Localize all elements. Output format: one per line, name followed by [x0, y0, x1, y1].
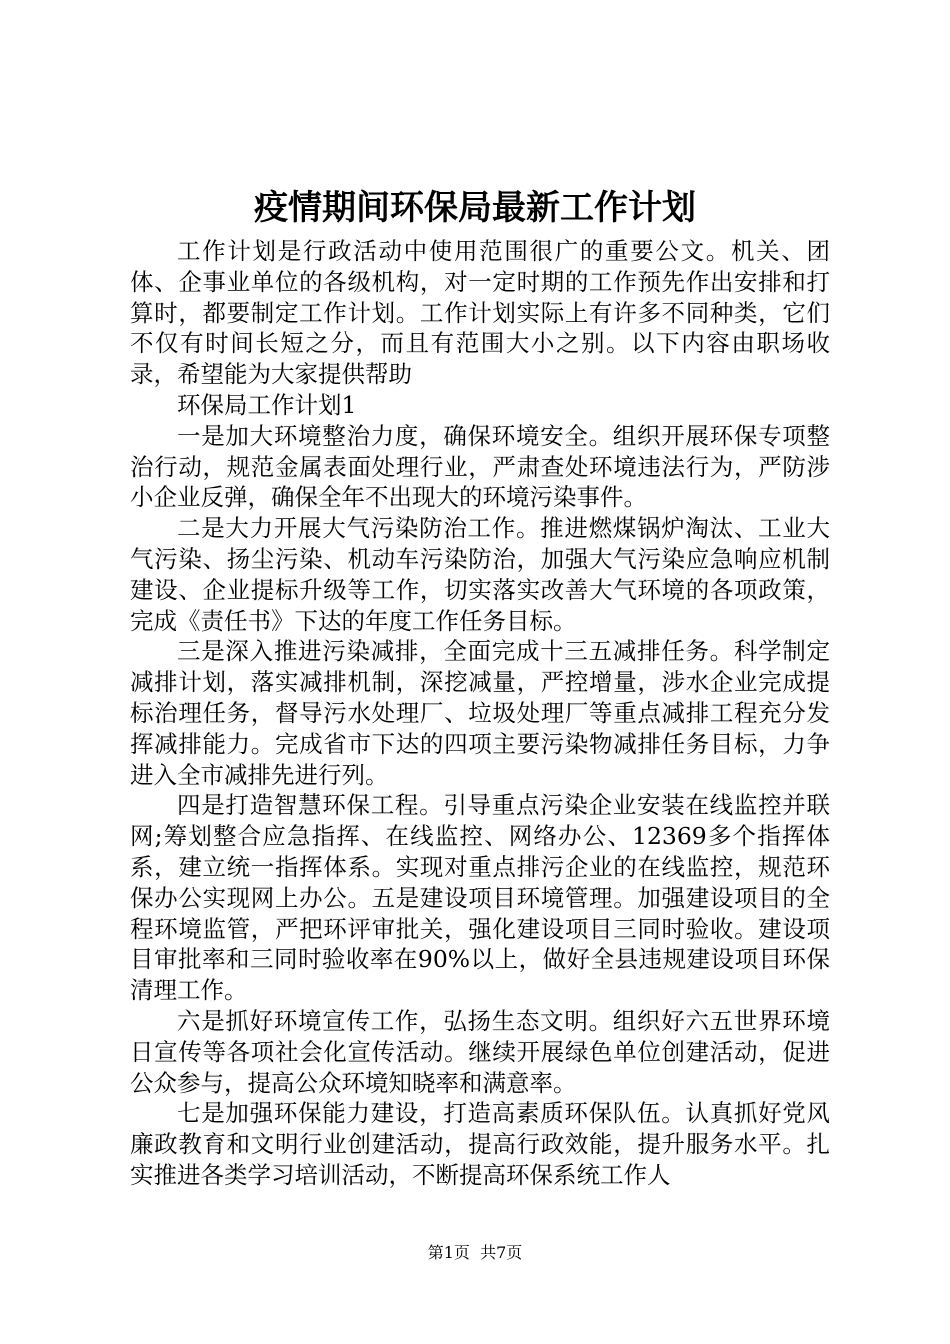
section-heading: 环保局工作计划1: [177, 390, 357, 419]
page-total: 共7页: [480, 1243, 523, 1262]
page-number: 第1页: [427, 1243, 470, 1262]
paragraph-item-6: 六是抓好环境宣传工作，弘扬生态文明。组织好六五世界环境日宣传等各项社会化宣传活动。继续开展绿色单位创建活动，促进公众参与，提高公众环境知晓率和满意率。: [130, 1006, 830, 1097]
paragraph-item-4: 四是打造智慧环保工程。引导重点污染企业安装在线监控并联网;筹划整合应急指挥、在线监控、网络办公、12369多个指挥体系，建立统一指挥体系。实现对重点排污企业的在线监控，规范环保办公实现网上办公。五是建设项目环境管理。加强建设项目的全程环境监管，严把环评审批关，强化建设项目三同时验收。建设项目审批率和三同时验收率在90%以上，做好全县违规建设项目环保清理工作。: [130, 791, 830, 1005]
paragraph-intro: 工作计划是行政活动中使用范围很广的重要公文。机关、团体、企事业单位的各级机构，对一定时期的工作预先作出安排和打算时，都要制定工作计划。工作计划实际上有许多不同种类，它们不仅有时间长短之分，而且有范围大小之别。以下内容由职场收录，希望能为大家提供帮助: [130, 237, 830, 389]
paragraph-item-2: 二是大力开展大气污染防治工作。推进燃煤锅炉淘汰、工业大气污染、扬尘污染、机动车污染防治，加强大气污染应急响应机制建设、企业提标升级等工作，切实落实改善大气环境的各项政策，完成《责任书》下达的年度工作任务目标。: [130, 514, 830, 635]
paragraph-item-3: 三是深入推进污染减排，全面完成十三五减排任务。科学制定减排计划，落实减排机制，深挖减量，严控增量，涉水企业完成提标治理任务，督导污水处理厂、垃圾处理厂等重点减排工程充分发挥减排能力。完成省市下达的四项主要污染物减排任务目标，力争进入全市减排先进行列。: [130, 637, 830, 789]
paragraph-item-1: 一是加大环境整治力度，确保环境安全。组织开展环保专项整治行动，规范金属表面处理行业，严肃查处环境违法行为，严防涉小企业反弹，确保全年不出现大的环境污染事件。: [130, 421, 830, 512]
document-body: [130, 236, 830, 1191]
paragraph-item-7: 七是加强环保能力建设，打造高素质环保队伍。认真抓好党风廉政教育和文明行业创建活动，提高行政效能，提升服务水平。扎实推进各类学习培训活动，不断提高环保系统工作人: [130, 1099, 830, 1189]
footer-spacer: [470, 1243, 480, 1262]
document-title: 疫情期间环保局最新工作计划: [254, 188, 696, 228]
page-footer: [0, 1242, 950, 1264]
